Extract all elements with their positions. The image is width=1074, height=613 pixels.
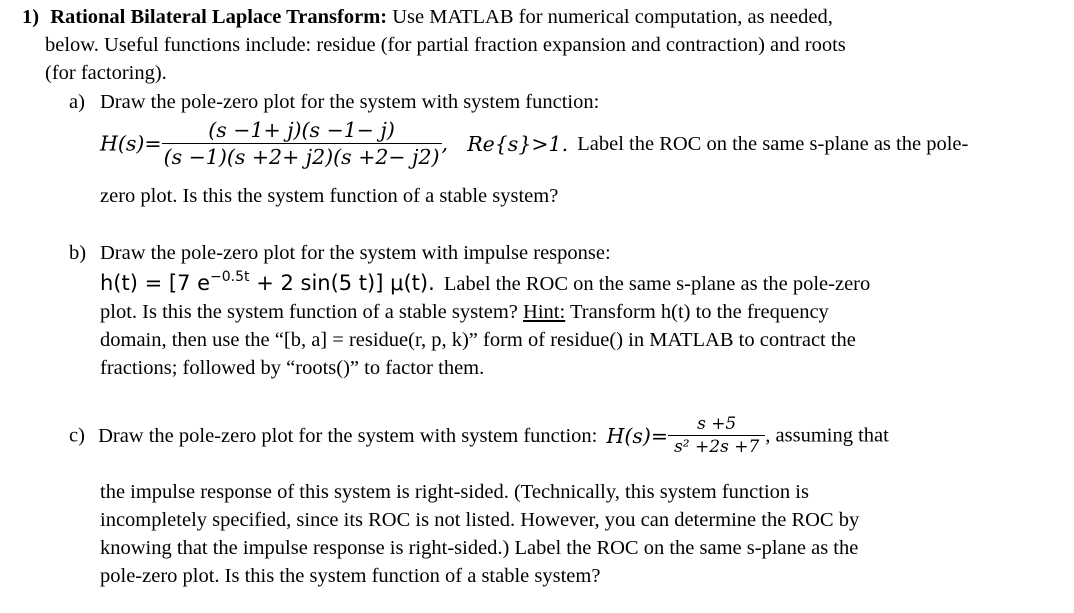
part-b-line-5: fractions; followed by “roots()” to factor them. (100, 357, 485, 379)
part-b-line-3 (100, 299, 829, 326)
part-b-h-expr-exponent: −0.5t (210, 269, 250, 285)
part-b-label: b) (69, 242, 87, 264)
part-b-line-4: domain, then use the “[b, a] = residue(r, p, k)” form of residue() in MATLAB to contract the (100, 329, 856, 351)
part-b-line-2-rest: Label the ROC on the same s-plane as the pole-zero (443, 273, 871, 295)
part-b-line-3b: Transform h(t) to the frequency (565, 301, 829, 323)
part-c-h-lhs: H(s)= (606, 423, 669, 448)
part-c-label: c) (69, 424, 85, 447)
part-c-line-3: incompletely specified, since its ROC is not listed. However, you can determine the ROC by (100, 509, 860, 531)
q1-intro-text: Use MATLAB for numerical computation, as needed, (387, 6, 833, 28)
part-c-line-2: the impulse response of this system is right-sided. (Technically, this system function is (100, 481, 809, 503)
part-b-line-1: Draw the pole-zero plot for the system with impulse response: (100, 242, 611, 264)
part-a-line-1: Draw the pole-zero plot for the system with system function: (100, 91, 600, 113)
part-c-line-1-pre: Draw the pole-zero plot for the system with system function: (98, 424, 598, 447)
part-b-h-expr-pre: h(t) = [7 e (100, 271, 211, 295)
part-c-line-5: pole-zero plot. Is this the system function of a stable system? (100, 565, 601, 587)
part-b-hint-label: Hint: (523, 301, 566, 323)
part-c-fraction (668, 413, 765, 458)
q1-number: 1) (22, 6, 40, 28)
part-c-line-1 (69, 413, 889, 458)
part-a-label: a) (69, 91, 85, 113)
part-a-equation (100, 117, 968, 170)
q1-line-1 (22, 4, 833, 31)
part-a-denominator: (s −1)(s +2+ j2)(s +2− j2) (163, 145, 440, 169)
part-a-h-lhs: H(s)= (100, 131, 162, 156)
part-a-comma: , (441, 131, 449, 156)
part-a-line-3: zero plot. Is this the system function of a stable system? (100, 185, 559, 207)
part-c-denominator: s² +2s +7 (668, 435, 765, 458)
part-a-fraction (162, 117, 442, 170)
part-c-line-4: knowing that the impulse response is right-sided.) Label the ROC on the same s-plane as the (100, 537, 859, 559)
q1-line-2: below. Useful functions include: residue (for partial fraction expansion and contraction) and roots (45, 34, 846, 56)
part-c-line-1-post: , assuming that (765, 424, 889, 447)
part-b-h-expr-post: + 2 sin(5 t)] μ(t). (249, 271, 435, 295)
part-a-line-2-rest: Label the ROC on the same s-plane as the pole- (577, 132, 969, 155)
q1-line-3: (for factoring). (45, 62, 167, 84)
part-a-roc: Re{s}>1. (467, 131, 569, 156)
part-c-numerator: s +5 (697, 414, 737, 434)
q1-title: Rational Bilateral Laplace Transform: (50, 6, 388, 28)
part-b-line-2 (100, 270, 870, 298)
part-b-h-expr (100, 271, 435, 295)
part-b-line-3a: plot. Is this the system function of a stable system? (100, 301, 524, 323)
part-a-numerator: (s −1+ j)(s −1− j) (208, 118, 395, 142)
